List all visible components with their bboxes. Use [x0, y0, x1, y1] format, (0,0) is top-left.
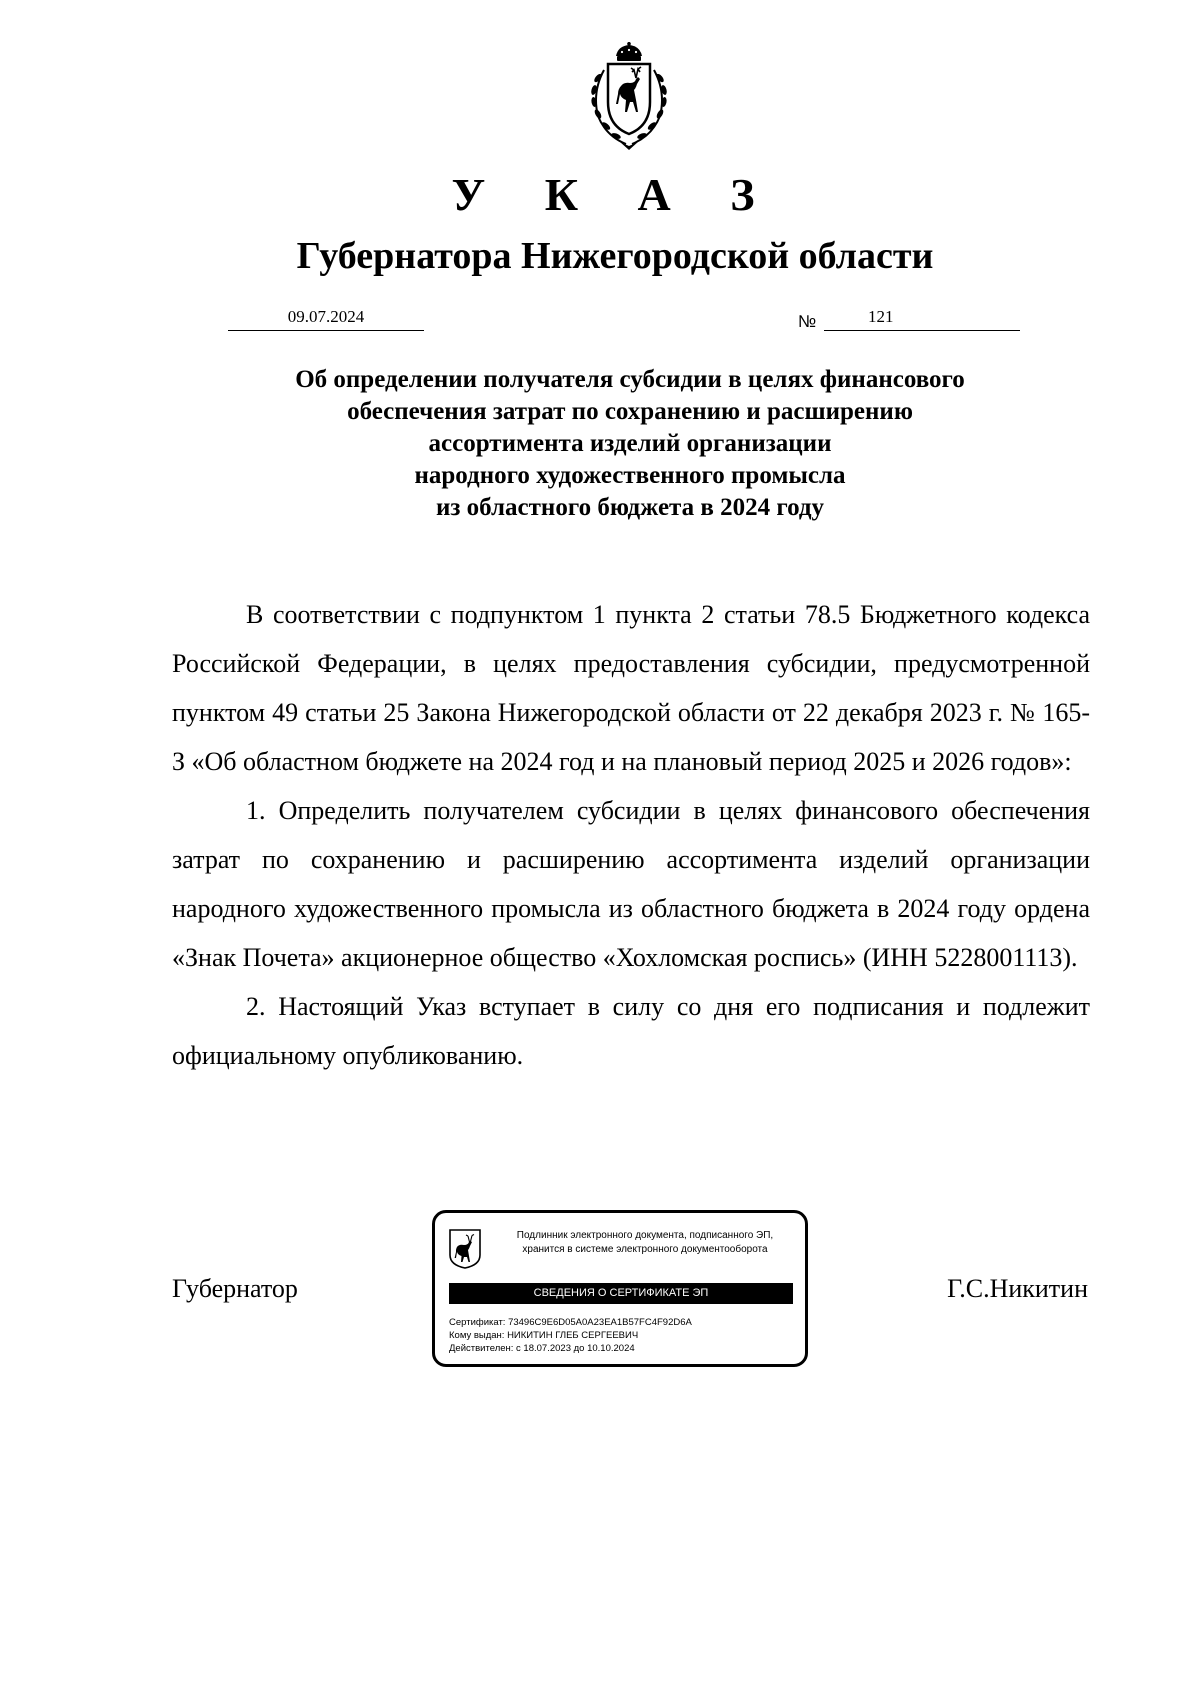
stamp-header-line: хранится в системе электронного документооборота — [522, 1244, 768, 1255]
electronic-signature-stamp — [432, 1210, 808, 1367]
issuer-title: Губернатора Нижегородской области — [296, 235, 934, 277]
document-type-title: У К А З — [451, 169, 779, 220]
subject-line: ассортимента изделий организации — [428, 430, 832, 457]
certificate-details — [449, 1316, 799, 1355]
document-subject — [150, 364, 1110, 524]
certificate-owner: Кому выдан: НИКИТИН ГЛЕБ СЕРГЕЕВИЧ — [449, 1330, 639, 1341]
stamp-header-line: Подлинник электронного документа, подписанного ЭП, — [516, 1230, 774, 1241]
clause-2-paragraph: 2. Настоящий Указ вступает в силу со дня его подписания и подлежит официальному опубликованию. — [172, 992, 1090, 1070]
number-label: № — [798, 312, 817, 331]
preamble-paragraph: В соответствии с подпунктом 1 пункта 2 статьи 78.5 Бюджетного кодекса Российской Федерации, в целях предоставления субсидии, предусмотренной пунктом 49 статьи 25 Закона Нижегородской области от 22 декабря 2023 г. № 165-З «Об областном бюджете на 2024 год и на плановый период 2025 и 2026 годов»: — [172, 600, 1090, 776]
certificate-info-bar: СВЕДЕНИЯ О СЕРТИФИКАТЕ ЭП — [449, 1283, 793, 1304]
nizhny-novgorod-coat-of-arms-icon — [574, 42, 684, 152]
subject-line: из областного бюджета в 2024 году — [435, 494, 825, 521]
clause-1-paragraph: 1. Определить получателем субсидии в целях финансового обеспечения затрат по сохранению и расширению ассортимента изделий организации народного художественного промысла из областного бюджета в 2024 году ордена «Знак Почета» акционерное общество «Хохломская роспись» (ИНН 5228001113). — [172, 796, 1090, 972]
signer-name: Г.С.Никитин — [947, 1274, 1088, 1303]
subject-line: обеспечения затрат по сохранению и расширению — [347, 398, 913, 425]
stamp-header — [487, 1229, 803, 1257]
certificate-serial: Сертификат: 73496C9E6D05A0A23EA1B57FC4F92D6A — [449, 1317, 692, 1328]
subject-line: Об определении получателя субсидии в целях финансового — [295, 366, 965, 393]
certificate-validity: Действителен: с 18.07.2023 до 10.10.2024 — [449, 1343, 635, 1354]
document-date: 09.07.2024 — [228, 306, 424, 331]
subject-line: народного художественного промысла — [414, 462, 846, 489]
deer-emblem-icon — [449, 1229, 481, 1269]
signer-title: Губернатор — [172, 1274, 298, 1303]
document-number-field — [824, 306, 1020, 331]
document-body — [172, 590, 1090, 1080]
document-number: 121 — [868, 307, 894, 326]
